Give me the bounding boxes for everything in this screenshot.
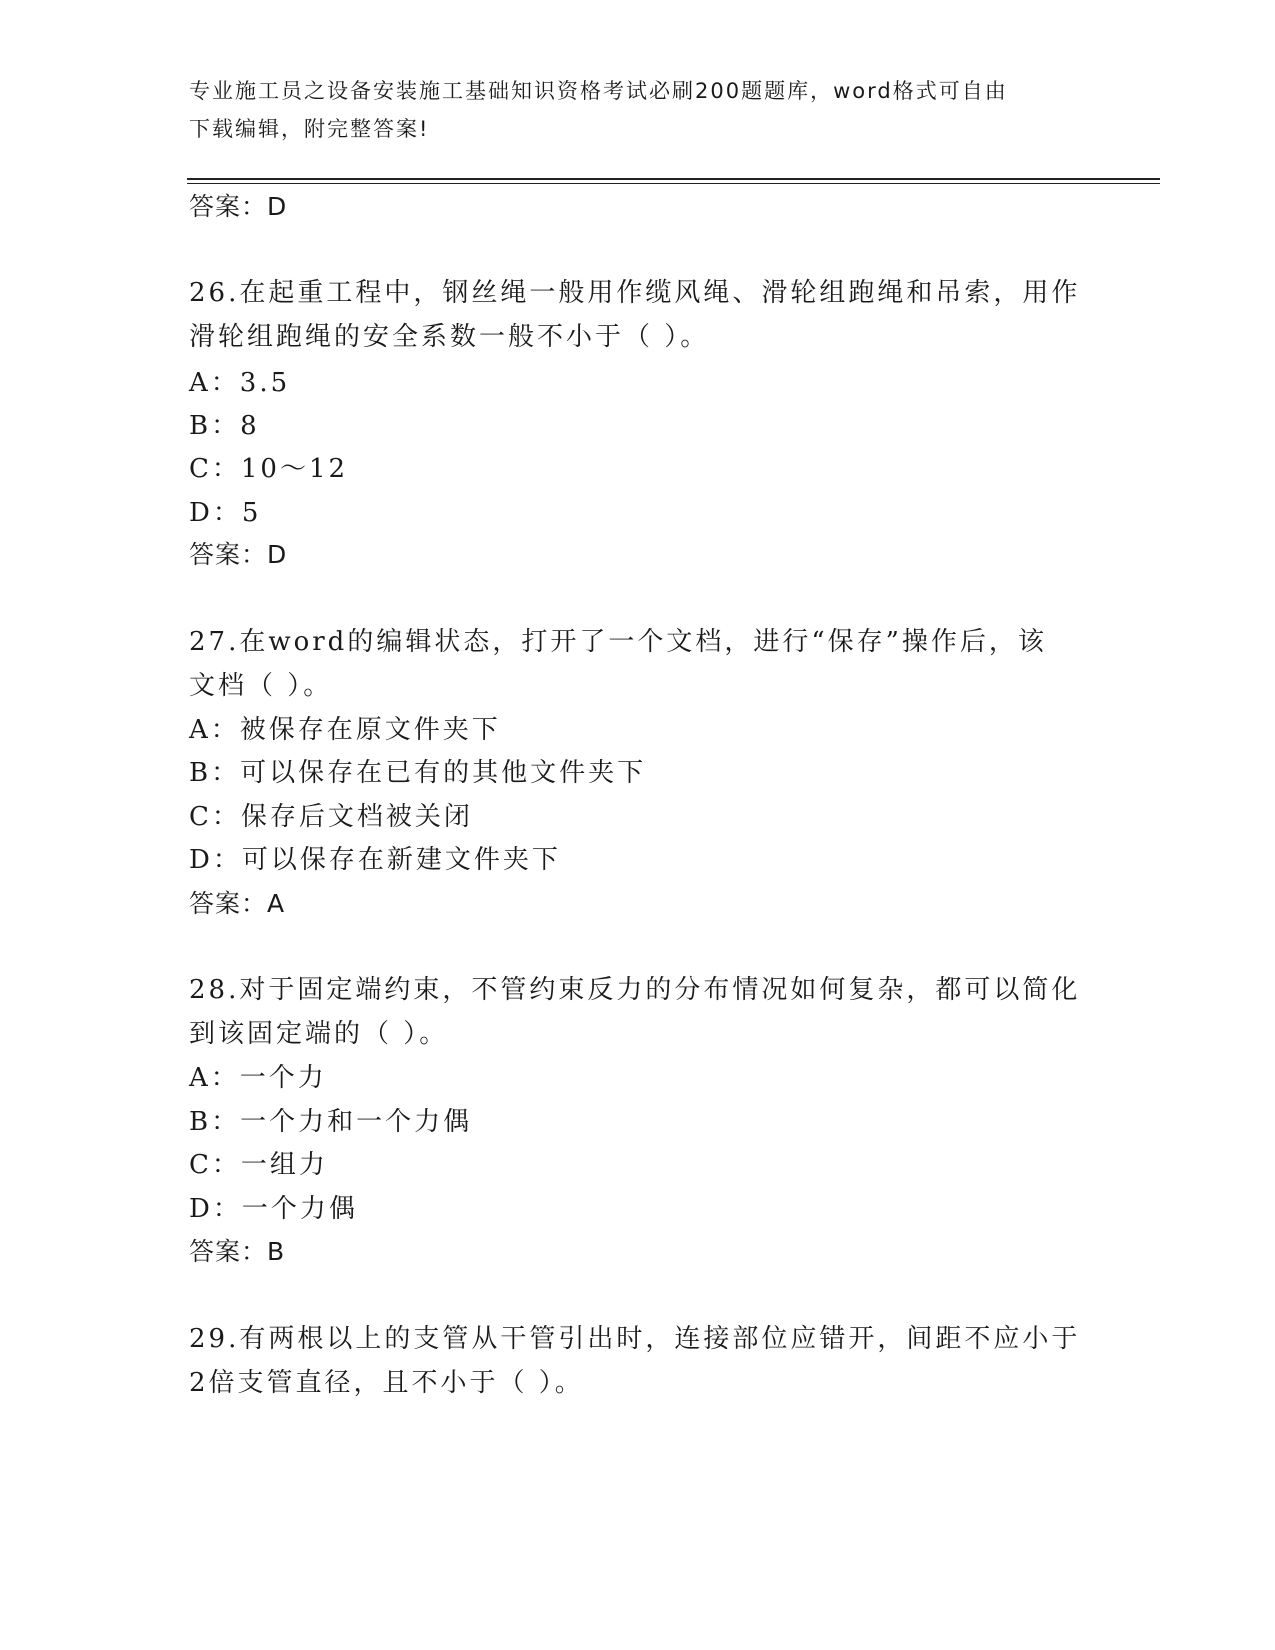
header-title-line-2: 下载编辑，附完整答案! <box>189 117 430 141</box>
question-text-line-2: 滑轮组跑绳的安全系数一般不小于（ ）。 <box>189 322 710 352</box>
option-c: C：保存后文档被关闭 <box>189 802 473 832</box>
header-title-line-1: 专业施工员之设备安装施工基础知识资格考试必刷200题题库，word格式可自由 <box>189 79 1008 103</box>
page-header <box>189 72 1089 148</box>
option-b: B：一个力和一个力偶 <box>189 1107 473 1137</box>
answer: 答案：B <box>189 1237 286 1266</box>
answer: 答案：A <box>189 889 286 918</box>
option-a: A：一个力 <box>189 1063 327 1093</box>
question-text-line-2: 到该固定端的（ ）。 <box>189 1019 449 1049</box>
option-d: D：可以保存在新建文件夹下 <box>189 845 561 875</box>
option-b: B：可以保存在已有的其他文件夹下 <box>189 758 647 788</box>
option-a: A：被保存在原文件夹下 <box>189 715 501 745</box>
option-d: D：5 <box>189 498 262 528</box>
header-divider-thin <box>187 183 1160 184</box>
question-text-line-2: 2倍支管直径，且不小于（ ）。 <box>189 1368 584 1398</box>
option-d: D：一个力偶 <box>189 1194 358 1224</box>
question-text-line-2: 文档（ ）。 <box>189 671 333 701</box>
question-text-line-1: 27.在word的编辑状态，打开了一个文档，进行“保存”操作后，该 <box>189 627 1047 657</box>
header-divider-thick <box>187 178 1160 180</box>
question-text-line-1: 29.有两根以上的支管从干管引出时，连接部位应错开，间距不应小于 <box>189 1324 1081 1354</box>
option-c: C：10～12 <box>189 454 349 484</box>
option-c: C：一组力 <box>189 1150 328 1180</box>
answer: 答案：D <box>189 540 288 569</box>
previous-answer: 答案：D <box>189 192 288 221</box>
question-text-line-1: 26.在起重工程中，钢丝绳一般用作缆风绳、滑轮组跑绳和吊索，用作 <box>189 278 1081 308</box>
option-a: A：3.5 <box>189 368 291 398</box>
option-b: B：8 <box>189 411 260 441</box>
question-text-line-1: 28.对于固定端约束，不管约束反力的分布情况如何复杂，都可以简化 <box>189 975 1081 1005</box>
